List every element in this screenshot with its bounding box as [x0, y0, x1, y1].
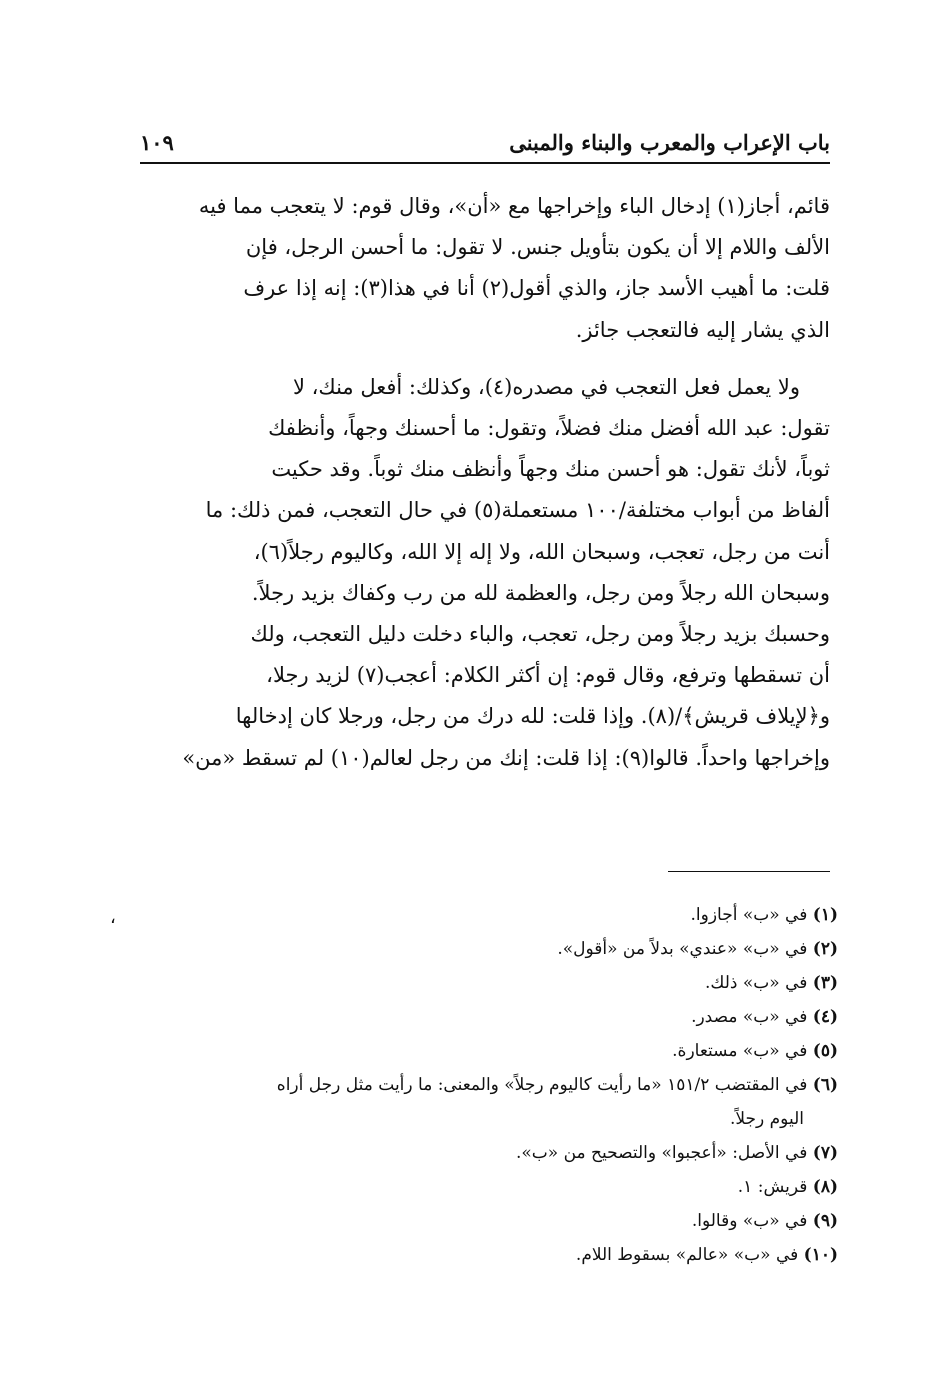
footnote-text: في «ب» «عندي» بدلاً من «أقول».	[557, 939, 808, 959]
text-line: ثوباً، لأنك تقول: هو أحسن منك وجهاً وأنظف منك ثوباً. وقد حكيت	[271, 457, 830, 482]
text-line: وإخراجها واحداً. قالوا(٩): إذا قلت: إنك من رجل لعالم(١٠) لم تسقط «من»	[182, 745, 830, 770]
footnote-text: في «ب» مستعارة.	[672, 1041, 808, 1061]
footnote-text: في «ب» «عالم» بسقوط اللام.	[575, 1245, 799, 1265]
footnote-text: في «ب» ذلك.	[704, 973, 808, 993]
text-line: قلت: ما أهيب الأسد جاز، والذي أقول(٢) أنا في هذا(٣): إنه إذا عرف	[243, 276, 830, 301]
text-line: الذي يشار إليه فالتعجب جائز.	[575, 317, 830, 342]
text-line: تقول: عبد الله أفضل منك فضلاً، وتقول: ما أحسنك وجهاً، وأنظفك	[268, 416, 830, 441]
text-line: ألفاظ من أبواب مختلفة/١٠٠ مستعملة(٥) في حال التعجب، فمن ذلك: ما	[205, 498, 830, 523]
footnote	[140, 1136, 838, 1170]
text-line: وحسبك بزيد رجلاً ومن رجل، تعجب، والباء دخلت دليل التعجب، ولك	[250, 622, 830, 647]
footnote-text: قريش: ١.	[737, 1177, 808, 1197]
footnote-text: في «ب» أجازوا.	[690, 905, 808, 925]
paragraph	[140, 186, 830, 351]
footnote	[140, 1170, 838, 1204]
footnote-text: في «ب» وقالوا.	[691, 1211, 808, 1231]
chapter-title: باب الإعراب والمعرب والبناء والمبنى	[509, 130, 830, 155]
text-line: وسبحان الله رجلاً ومن رجل، والعظمة لله من رب وكفاك بزيد رجلاً.	[251, 580, 830, 605]
text-line: أنت من رجل، تعجب، وسبحان الله، ولا إله إلا الله، وكاليوم رجلاً(٦)،	[253, 539, 830, 564]
footnote	[140, 932, 838, 966]
footnote-number: (٣)	[812, 973, 838, 993]
footnotes	[140, 898, 838, 1272]
footnote-number: (١)	[812, 905, 838, 925]
text-line: الألف واللام إلا أن يكون بتأويل جنس. لا تقول: ما أحسن الرجل، فإن	[245, 235, 830, 260]
footnote-number: (٨)	[812, 1177, 838, 1197]
paragraph	[140, 367, 830, 779]
text-line: ولا يعمل فعل التعجب في مصدره(٤)، وكذلك: أفعل منك، لا	[292, 374, 800, 399]
footnote	[140, 1238, 838, 1272]
footnote-number: (٤)	[812, 1007, 838, 1027]
footnote	[140, 1034, 838, 1068]
footnote	[140, 898, 838, 932]
footnote-number: (٢)	[812, 939, 838, 959]
footnote-number: (٦)	[812, 1075, 838, 1095]
footnote	[140, 1068, 838, 1102]
footnote-text: في المقتضب ١٥١/٢ «ما رأيت كاليوم رجلاً» والمعنى: ما رأيت مثل رجل أراه	[276, 1075, 808, 1095]
running-header	[140, 128, 830, 164]
page-number: ١٠٩	[140, 130, 174, 155]
text-line: و﴿لإيلاف قريش﴾/(٨). وإذا قلت: لله درك من رجل، ورجلا كان إدخالها	[235, 704, 830, 729]
footnote-number: (٥)	[812, 1041, 838, 1061]
footnote	[140, 966, 838, 1000]
footnote-number: (٩)	[812, 1211, 838, 1231]
footnote	[140, 1000, 838, 1034]
main-text	[140, 186, 830, 779]
text-line: قائم، أجاز(١) إدخال الباء وإخراجها مع «أن»، وقال قوم: لا يتعجب مما فيه	[198, 194, 830, 218]
text-line: أن تسقطها وترفع، وقال قوم: إن أكثر الكلام: أعجب(٧) لزيد رجلا،	[266, 663, 830, 688]
footnote	[140, 1204, 838, 1238]
footnote-continuation: اليوم رجلاً.	[729, 1109, 804, 1129]
footnote-text: في الأصل: «أعجبوا» والتصحيح من «ب».	[515, 1143, 808, 1163]
margin-mark: ،	[110, 907, 116, 928]
footnote-number: (٧)	[812, 1143, 838, 1163]
footnote-text: في «ب» مصدر.	[691, 1007, 808, 1027]
footnote-number: (١٠)	[803, 1245, 838, 1265]
footnote-separator	[668, 871, 830, 872]
